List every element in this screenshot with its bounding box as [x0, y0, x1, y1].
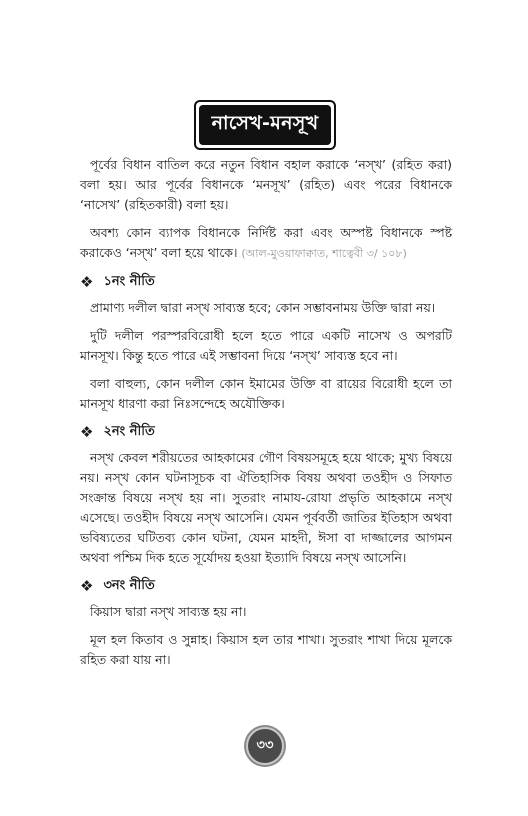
section-1-paragraph-2: দুটি দলীল পরস্পরবিরোধী হলে হতে পারে একটি নাসেখ ও অপরটি মানসূখ। কিন্তু হতে পারে এই সম্ভাবনা দিয়ে ‘নস্‌খ’ সাব্যস্ত হবে না।: [80, 328, 452, 363]
diamond-bullet-icon: ❖: [80, 422, 94, 441]
section-heading-2: [80, 422, 452, 442]
section-1-paragraph-1: প্রামাণ্য দলীল দ্বারা নস্‌খ সাব্যস্ত হবে; কোন সম্ভাবনাময় উক্তি দ্বারা নয়।: [90, 300, 436, 315]
intro-reference: (আল-মুওয়াফাক্বাত, শাত্বেবী ৩/ ১০৮): [241, 247, 407, 260]
title-frame: [194, 100, 336, 150]
intro-paragraph-2-text: অবশ্য কোন ব্যাপক বিধানকে নির্দিষ্ট করা এবং অস্পষ্ট বিধানকে স্পষ্ট করাকেও ‘নস্‌খ’ বলা হয়ে থাকে।: [80, 225, 452, 260]
intro-paragraph-1: পূর্বের বিধান বাতিল করে নতুন বিধান বহাল করাকে ‘নস্‌খ’ (রহিত করা) বলা হয়। আর পূর্বের বিধানকে ‘মনসূখ’ (রহিত) এবং পরের বিধানকে ‘নাসেখ’ (রহিতকারী) বলা হয়।: [80, 157, 452, 212]
section-heading-1: [80, 272, 452, 292]
section-1-paragraph-3: বলা বাহুল্য, কোন দলীল কোন ইমামের উক্তি বা রায়ের বিরোধী হলে তা মানসূখ ধারণা করা নিঃসন্দেহে অযৌক্তিক।: [80, 376, 452, 411]
page-content: [80, 155, 452, 678]
section-3-paragraph-1: কিয়াস দ্বারা নস্‌খ সাব্যস্ত হয় না।: [90, 604, 247, 619]
section-3-paragraph-2: মূল হল কিতাব ও সুন্নাহ। কিয়াস হল তার শাখা। সুতরাং শাখা দিয়ে মূলকে রহিত করা যায় না।: [80, 632, 452, 667]
section-2-paragraph-1: নস্‌খ কেবল শরীয়তের আহকামের গৌণ বিষয়সমূহে হয়ে থাকে; মুখ্য বিষয়ে নয়। নস্‌খ কোন ঘটনাসূচক বা ঐতিহাসিক বিষয় অথবা তওহীদ ও সিফাত সংক্রান্ত বিষয়ে নস্‌খ হয় না। সুতরাং নামায-রোযা প্রভৃতি আহকামে নস্‌খ এসেছে। তওহীদ বিষয়ে নস্‌খ আসেনি। যেমন পূর্ববর্তী জাতির ইতিহাস অথবা ভবিষ্যতের ঘটিতব্য কোন ঘটনা, যেমন মাহদী, ঈসা বা দাজ্জালের আগমন অথবা পশ্চিম দিক হতে সূর্যোদয় হওয়া ইত্যাদি বিষয়ে নস্‌খ আসেনি।: [80, 450, 452, 565]
diamond-bullet-icon: ❖: [80, 576, 94, 595]
section-heading-1-text: ১নং নীতি: [103, 274, 155, 289]
section-heading-3-text: ৩নং নীতি: [103, 578, 155, 593]
page-number: ৩৩: [246, 727, 284, 765]
section-heading-3: [80, 576, 452, 596]
section-heading-2-text: ২নং নীতি: [103, 424, 155, 439]
intro-paragraph-2: [80, 223, 452, 264]
diamond-bullet-icon: ❖: [80, 272, 94, 291]
page-title: নাসেখ-মনসূখ: [199, 105, 331, 145]
